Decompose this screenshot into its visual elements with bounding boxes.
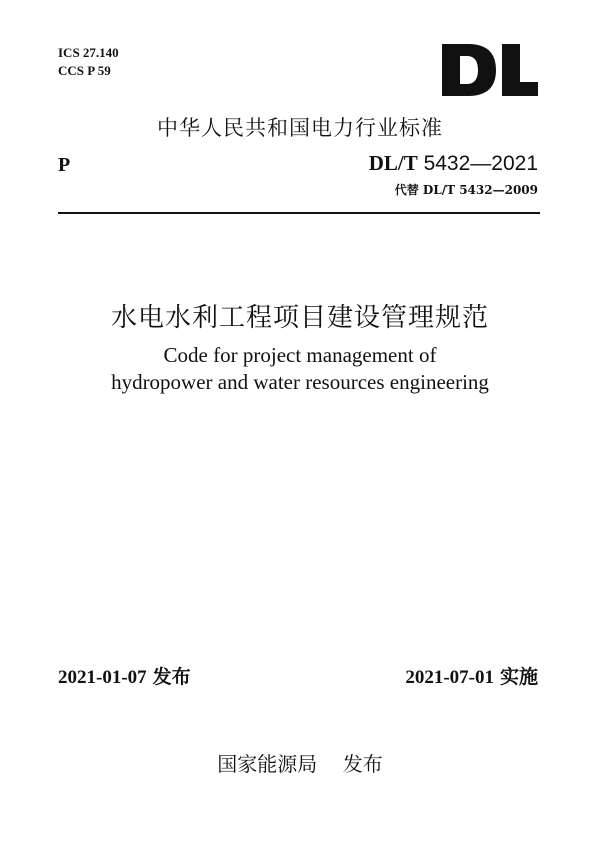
standard-number [369, 151, 538, 176]
standard-category-cn: 中华人民共和国电力行业标准 [157, 116, 443, 140]
category-letter: P [58, 154, 71, 176]
implement-date-value: 2021-07-01 [405, 667, 494, 688]
publish-date [58, 662, 191, 689]
issuer-label: 发布 [342, 752, 383, 776]
header-divider [58, 212, 540, 214]
replaces-standard: 代替 DL/T 5432—2009 [394, 183, 538, 197]
issuer [0, 748, 600, 777]
ics-code: ICS 27.140 [58, 45, 119, 60]
logo-text: DL [440, 42, 442, 43]
publish-label: 发布 [152, 666, 191, 688]
issuer-name: 国家能源局 [217, 752, 318, 776]
title-en-line2: hydropower and water resources engineering [111, 370, 489, 394]
implement-label: 实施 [499, 666, 538, 688]
title-cn: 水电水利工程项目建设管理规范 [110, 303, 489, 333]
publish-date-value: 2021-01-07 [58, 667, 147, 688]
implement-date [405, 662, 538, 689]
dl-logo [440, 42, 540, 98]
ccs-code: CCS P 59 [58, 63, 111, 78]
standard-number-value: 5432—2021 [423, 152, 538, 175]
title-en-line1: Code for project management of [163, 343, 437, 367]
standard-number-prefix: DL/T [368, 151, 418, 175]
